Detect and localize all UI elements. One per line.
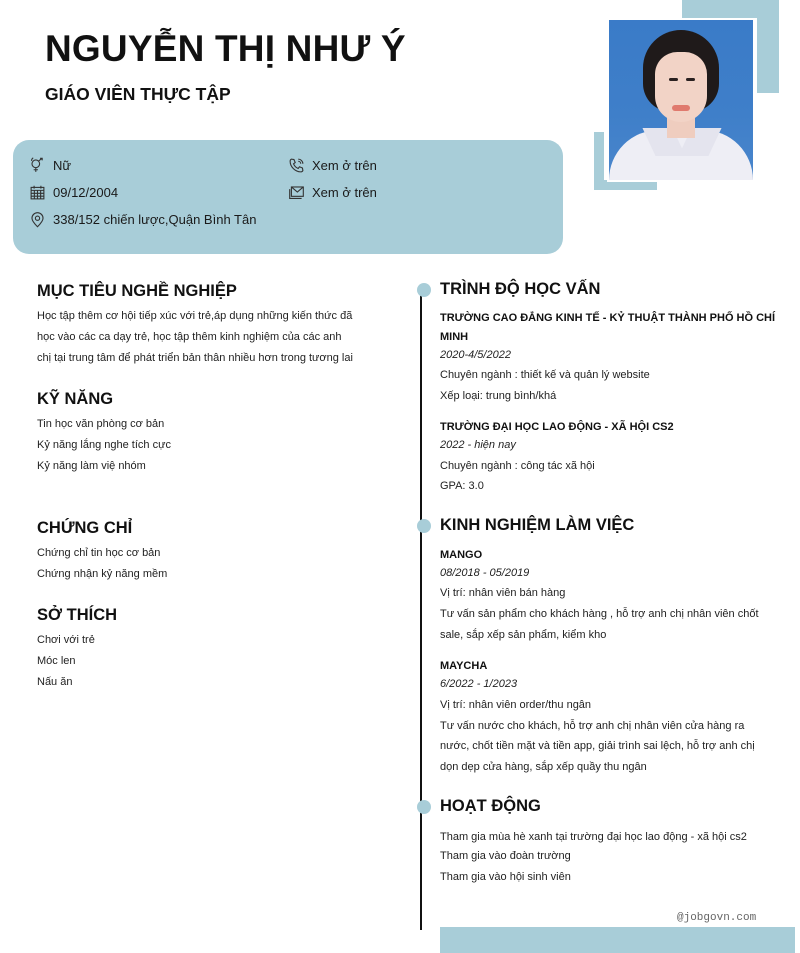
mail-icon <box>287 183 305 201</box>
school-name-cont: MINH <box>440 331 469 343</box>
calendar-icon <box>28 183 46 201</box>
hobby-item: Móc len <box>37 655 76 667</box>
email-value: Xem ở trên <box>312 184 377 200</box>
section-title-experience: KINH NGHIỆM LÀM VIỆC <box>440 516 635 534</box>
phone-value: Xem ở trên <box>312 157 377 173</box>
timeline-dot-experience <box>417 519 431 533</box>
timeline-dot-education <box>417 283 431 297</box>
objective-line: học vào các ca dạy trẻ, học tập thêm kinh nghiệm của các anh <box>37 331 342 343</box>
job-description: dọn dẹp cửa hàng, sắp xếp quầy thu ngân <box>440 761 647 773</box>
certificate-item: Chứng nhận kỷ năng mềm <box>37 568 168 580</box>
skill-item: Tin học văn phòng cơ bản <box>37 418 165 430</box>
section-title-skills: KỸ NĂNG <box>37 390 114 408</box>
education-gpa: GPA: 3.0 <box>440 480 484 492</box>
section-title-education: TRÌNH ĐỘ HỌC VẤN <box>440 280 601 298</box>
contact-birthdate <box>28 183 118 201</box>
gender-icon <box>28 156 46 174</box>
section-title-certificates: CHỨNG CHỈ <box>37 519 133 537</box>
contact-address <box>28 210 256 228</box>
objective-line: chị tại trung tâm để phát triển bản thân nhiều hơn trong tương lai <box>37 352 353 364</box>
candidate-name: NGUYỄN THỊ NHƯ Ý <box>45 28 406 69</box>
hobby-item: Nấu ăn <box>37 676 73 688</box>
hobby-item: Chơi với trẻ <box>37 634 95 646</box>
company-name: MANGO <box>440 549 483 561</box>
job-period: 6/2022 - 1/2023 <box>440 678 518 690</box>
job-description: nước, chốt tiền mặt và tiền app, giải trình sai lệch, hỗ trợ anh chị <box>440 740 755 752</box>
company-name: MAYCHA <box>440 660 488 672</box>
timeline-dot-activities <box>417 800 431 814</box>
education-major: Chuyên ngành : thiết kế và quản lý website <box>440 369 650 381</box>
objective-line: Học tập thêm cơ hội tiếp xúc với trẻ,áp dụng những kiến thức đã <box>37 310 353 322</box>
job-description: Tư vấn sản phẩm cho khách hàng , hỗ trợ anh chị nhân viên chốt <box>440 608 759 620</box>
school-name: TRƯỜNG CAO ĐẲNG KINH TẾ - KỶ THUẬT THÀNH PHỐ HỒ CHÍ <box>440 312 776 324</box>
school-name: TRƯỜNG ĐẠI HỌC LAO ĐỘNG - XÃ HỘI CS2 <box>440 421 674 433</box>
job-position: Vị trí: nhân viên order/thu ngân <box>440 699 592 711</box>
education-period: 2020-4/5/2022 <box>440 349 511 361</box>
address-value: 338/152 chiến lược,Quận Bình Tân <box>53 211 257 227</box>
contact-phone <box>287 156 377 174</box>
job-period: 08/2018 - 05/2019 <box>440 567 530 579</box>
job-description: sale, sắp xếp sản phẩm, kiểm kho <box>440 629 607 641</box>
gender-value: Nữ <box>53 157 72 173</box>
education-period: 2022 - hiện nay <box>440 439 516 451</box>
birthdate-value: 09/12/2004 <box>53 184 119 200</box>
education-grade: Xếp loại: trung bình/khá <box>440 390 557 402</box>
phone-icon <box>287 156 305 174</box>
watermark: @jobgovn.com <box>677 912 757 924</box>
skill-item: Kỷ năng làm việ nhóm <box>37 460 146 472</box>
section-title-objective: MỤC TIÊU NGHỀ NGHIỆP <box>37 282 237 300</box>
activity-item: Tham gia vào hội sinh viên <box>440 871 571 883</box>
footer-decorative-bar <box>440 927 795 953</box>
job-description: Tư vấn nước cho khách, hỗ trợ anh chị nhân viên cửa hàng ra <box>440 720 745 732</box>
certificate-item: Chứng chỉ tin học cơ bản <box>37 547 161 559</box>
profile-photo <box>609 20 753 180</box>
section-title-hobbies: SỞ THÍCH <box>37 606 118 624</box>
activity-item: Tham gia mùa hè xanh tại trường đại học lao động - xã hội cs2 <box>440 831 747 843</box>
skill-item: Kỷ năng lắng nghe tích cực <box>37 439 171 451</box>
contact-gender <box>28 156 71 174</box>
contact-email <box>287 183 377 201</box>
location-pin-icon <box>28 210 46 228</box>
activity-item: Tham gia vào đoàn trường <box>440 850 571 862</box>
education-major: Chuyên ngành : công tác xã hội <box>440 460 595 472</box>
job-title: GIÁO VIÊN THỰC TẬP <box>45 84 231 104</box>
timeline-line <box>420 290 422 930</box>
job-position: Vị trí: nhân viên bán hàng <box>440 587 566 599</box>
section-title-activities: HOẠT ĐỘNG <box>440 797 541 815</box>
